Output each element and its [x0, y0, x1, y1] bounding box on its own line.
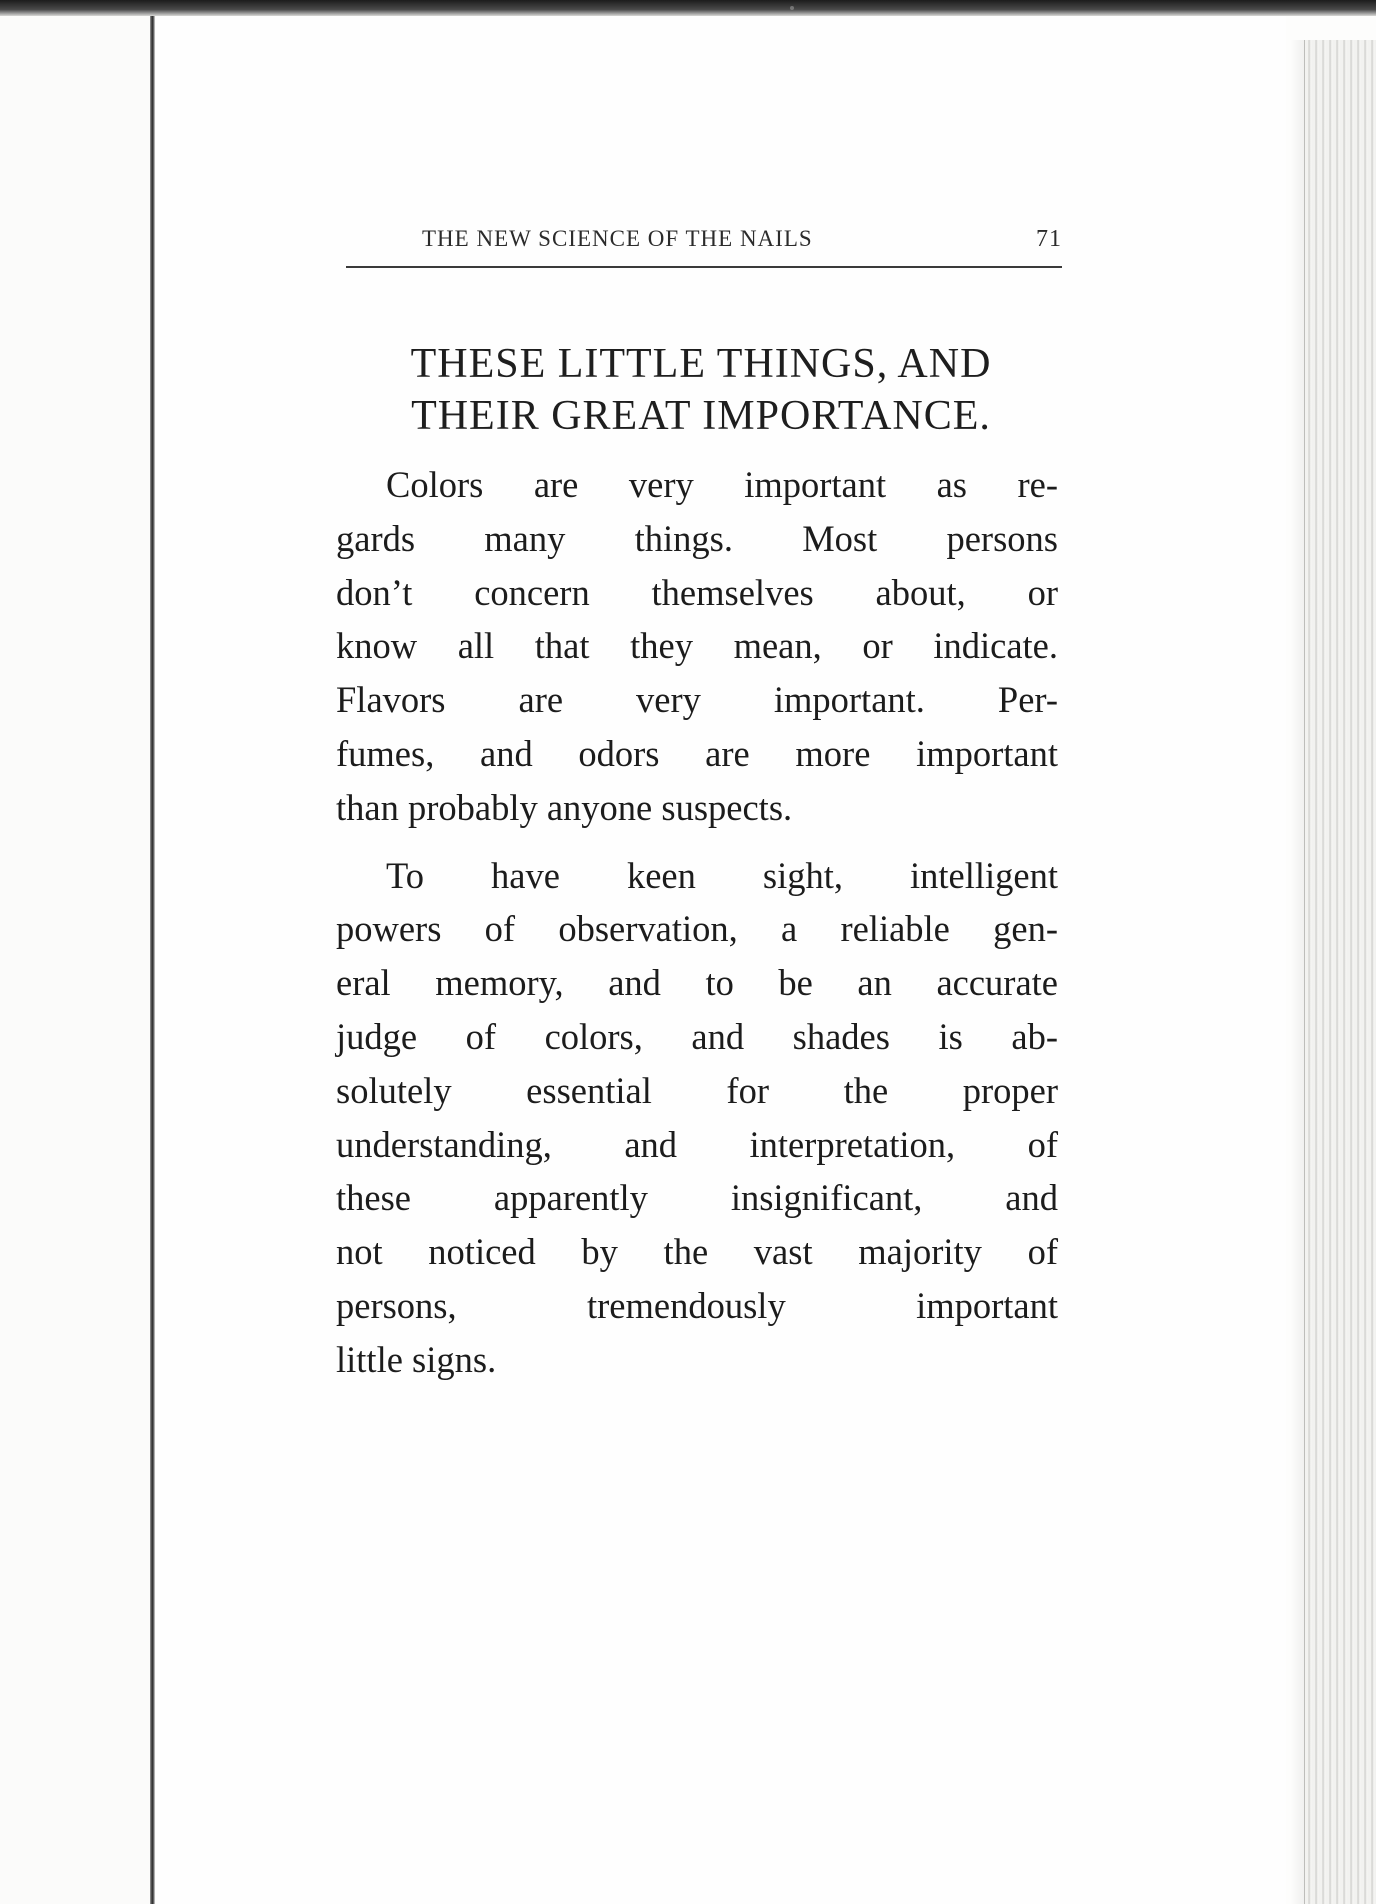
- text-line: know all that they mean, or indicate.: [336, 625, 1058, 667]
- text-line: solutely essential for the proper: [336, 1069, 1058, 1111]
- text-line: powers of observation, a reliable gen-: [336, 908, 1058, 950]
- text-line: gards many things. Most persons: [336, 517, 1058, 559]
- chapter-heading: [336, 338, 1066, 442]
- text-line: understanding, and interpretation, of: [336, 1123, 1058, 1165]
- text-line: than probably anyone suspects.: [336, 786, 793, 828]
- page-number: 71: [1036, 226, 1062, 252]
- book-gutter: [150, 16, 155, 1904]
- text-line: don’t concern themselves about, or: [336, 571, 1058, 613]
- running-head: [346, 226, 1062, 260]
- running-head-title: THE NEW SCIENCE OF THE NAILS: [422, 226, 813, 251]
- left-page-margin: [0, 16, 152, 1904]
- text-line: little signs.: [336, 1338, 497, 1380]
- page-fore-edge: [1304, 40, 1376, 1904]
- text-line: these apparently insignificant, and: [336, 1177, 1058, 1219]
- scan-top-edge: [0, 0, 1376, 16]
- text-line: Colors are very important as re-: [386, 464, 1058, 505]
- text-line: fumes, and odors are more important: [336, 732, 1058, 774]
- running-head-rule: [346, 266, 1062, 268]
- scan-speck: [790, 6, 794, 10]
- paragraph-1: [336, 458, 1058, 835]
- body-text: [336, 458, 1058, 1401]
- heading-line-1: THESE LITTLE THINGS, AND: [410, 341, 992, 387]
- paragraph-2: [336, 849, 1058, 1387]
- text-line: eral memory, and to be an accurate: [336, 962, 1058, 1004]
- text-line: persons, tremendously important: [336, 1284, 1058, 1326]
- text-line: Flavors are very important. Per-: [336, 679, 1058, 721]
- text-line: not noticed by the vast majority of: [336, 1231, 1058, 1273]
- text-line: judge of colors, and shades is ab-: [336, 1015, 1058, 1057]
- heading-line-2: THEIR GREAT IMPORTANCE.: [411, 393, 991, 439]
- text-line: To have keen sight, intelligent: [386, 854, 1058, 896]
